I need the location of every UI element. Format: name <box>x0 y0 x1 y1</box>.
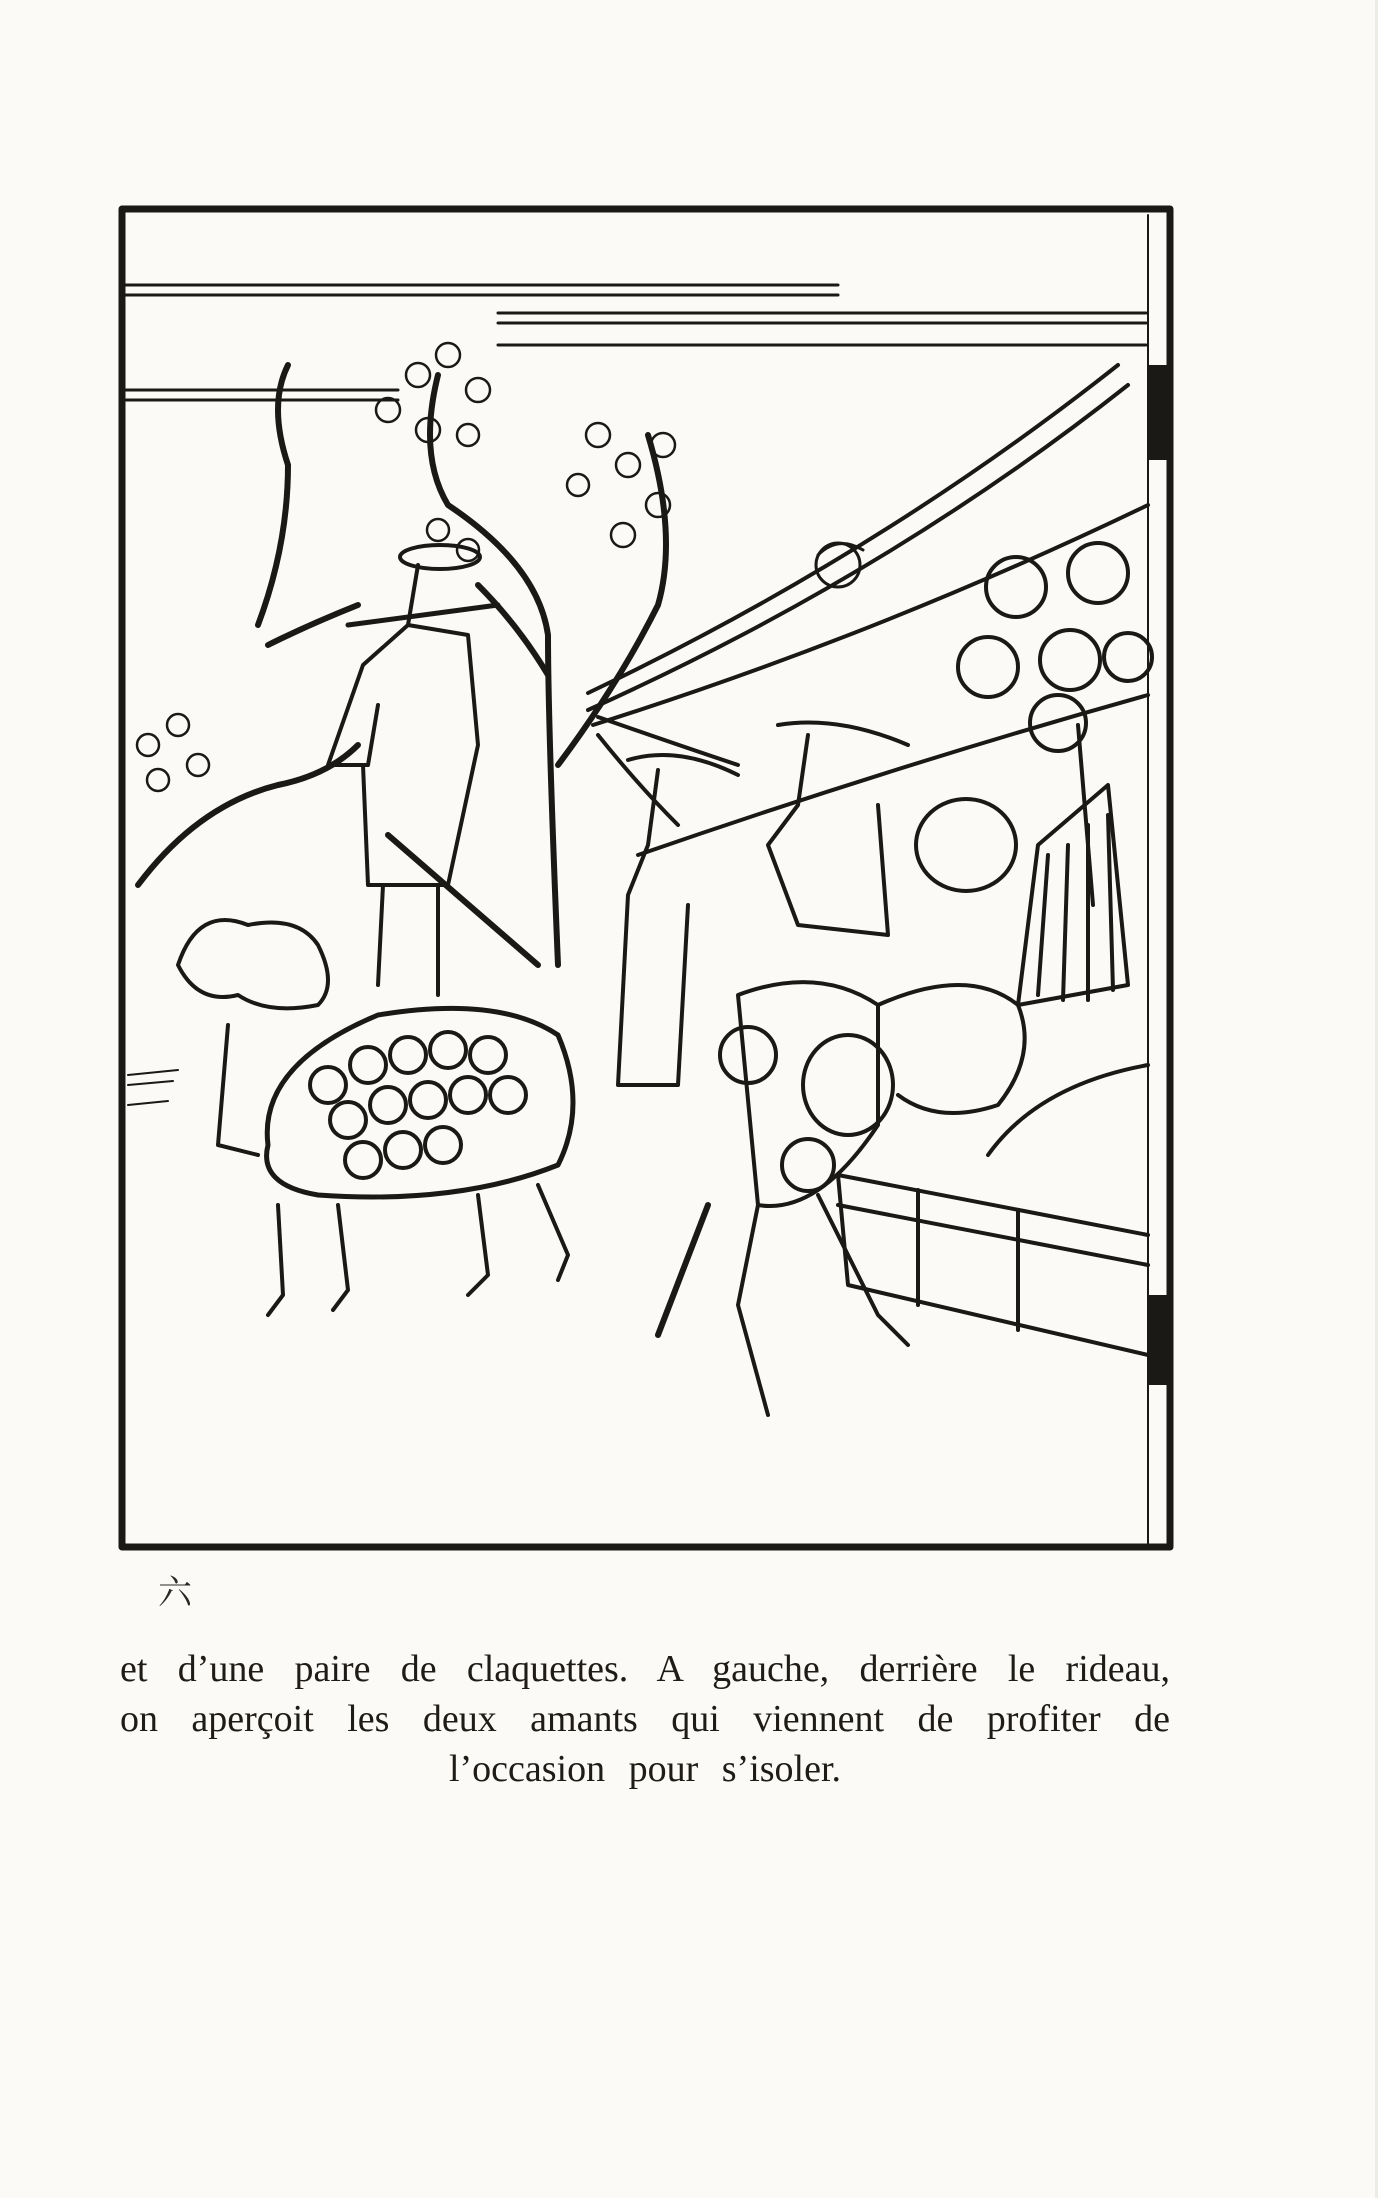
ground-marks <box>128 1070 178 1105</box>
plate-number-mark: 六 <box>158 1573 192 1613</box>
cherry-trees <box>138 365 666 965</box>
right-border-block-bottom <box>1148 1295 1168 1385</box>
umbrella-tassel <box>1018 725 1128 1005</box>
caption-line: et d’une paire de claquettes. A gauche, derrière le rideau, <box>120 1648 1170 1690</box>
right-border-block-top <box>1148 365 1168 460</box>
caption-paragraph <box>120 1644 1170 1794</box>
caption-line: on aperçoit les deux amants qui viennent de profiter de <box>120 1698 1170 1740</box>
lion-dancer <box>178 920 573 1315</box>
caption-line: l’occasion pour s’isoler. <box>448 1748 842 1790</box>
woodblock-illustration <box>118 205 1174 1551</box>
